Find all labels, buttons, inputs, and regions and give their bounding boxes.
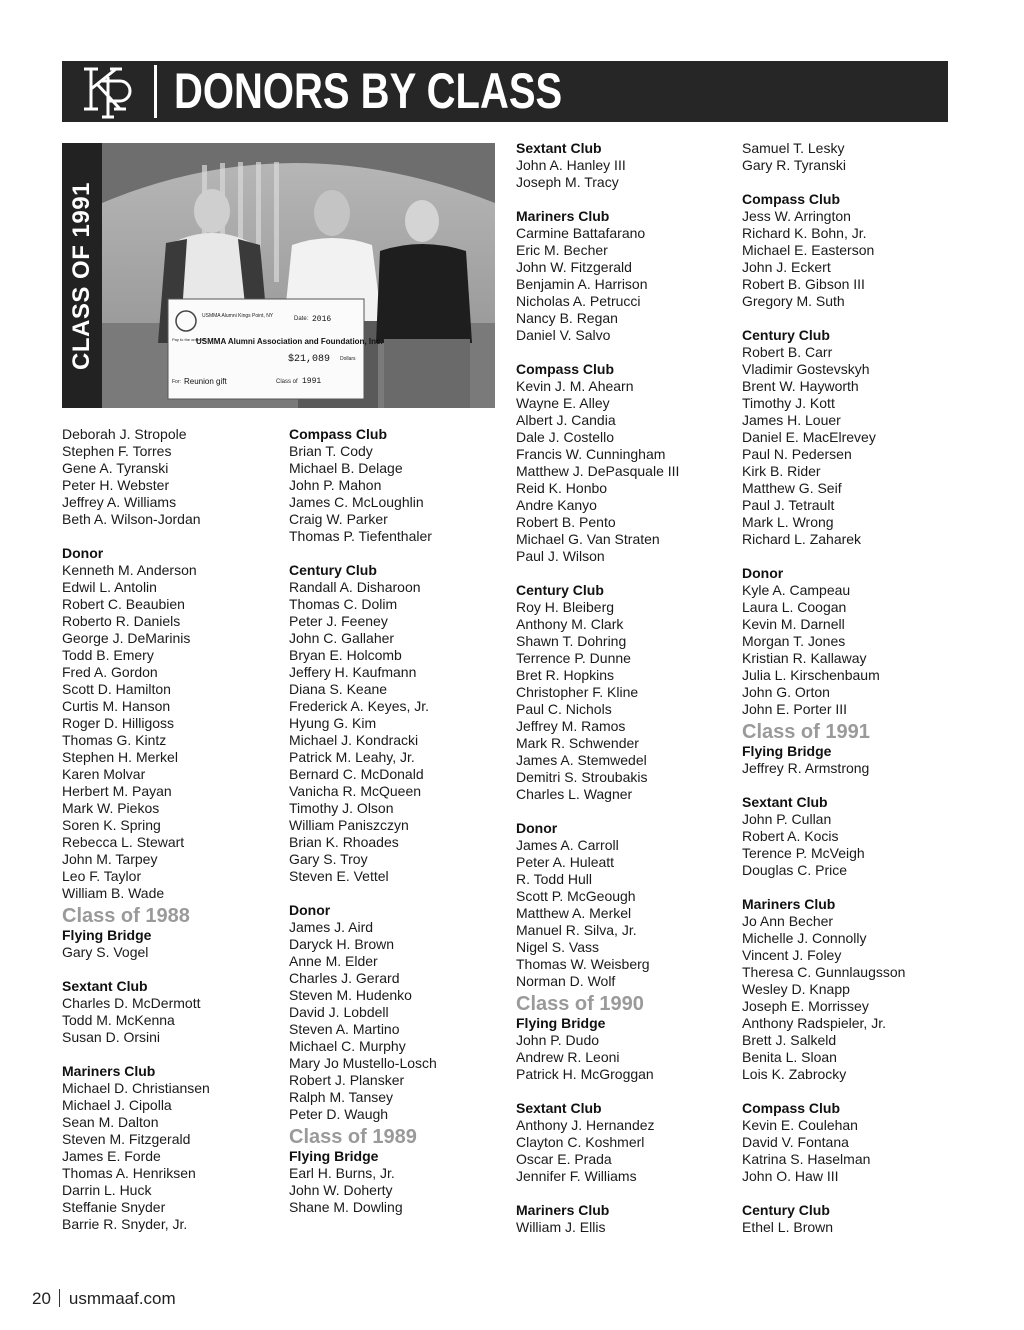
donor-name: Beth A. Wilson-Jordan <box>62 511 201 527</box>
donor-name: Joseph M. Tracy <box>516 174 619 190</box>
donor-name: John G. Orton <box>742 684 830 700</box>
donor-name: Brent W. Hayworth <box>742 378 859 394</box>
donor-name: Demitri S. Stroubakis <box>516 769 648 785</box>
donor-name: Paul J. Wilson <box>516 548 605 564</box>
donor-name: Peter J. Feeney <box>289 613 388 629</box>
donor-name: Julia L. Kirschenbaum <box>742 667 880 683</box>
giving-level-heading: Compass Club <box>289 426 388 442</box>
giving-level-heading: Mariners Club <box>62 1063 156 1079</box>
donor-name: Lois K. Zabrocky <box>742 1066 847 1082</box>
donor-name: Jo Ann Becher <box>742 913 834 929</box>
donor-name: Benita L. Sloan <box>742 1049 837 1065</box>
spacer <box>742 174 964 191</box>
class-year-heading: Class of 1988 <box>62 905 190 927</box>
donor-name: Daryck H. Brown <box>289 936 395 952</box>
donor-name: Anthony J. Hernandez <box>516 1117 655 1133</box>
donor-name: Douglas C. Price <box>742 862 848 878</box>
donor-name: Michelle J. Connolly <box>742 930 867 946</box>
donor-name: Robert C. Beaubien <box>62 596 185 612</box>
donor-name: Andre Kanyo <box>516 497 597 513</box>
donor-name: William B. Wade <box>62 885 165 901</box>
spacer <box>516 565 738 582</box>
donor-name: Thomas W. Weisberg <box>516 956 650 972</box>
spacer <box>742 548 964 565</box>
check-memo: Reunion gift <box>184 377 227 386</box>
giving-level-heading: Mariners Club <box>516 208 610 224</box>
donor-name: Matthew J. DePasquale III <box>516 463 680 479</box>
check-dollars: Dollars <box>340 356 356 362</box>
check-pay-label: Pay to the order of <box>172 337 205 342</box>
donor-name: Nicholas A. Petrucci <box>516 293 641 309</box>
donor-name: Jeffrey M. Ramos <box>516 718 626 734</box>
donor-name: Gary R. Tyranski <box>742 157 846 173</box>
donor-name: Brett J. Salkeld <box>742 1032 837 1048</box>
donor-name: Clayton C. Koshmerl <box>516 1134 645 1150</box>
class-year-heading: Class of 1990 <box>516 993 644 1015</box>
check-class-label: Class of <box>276 379 298 385</box>
donor-name: Karen Molvar <box>62 766 146 782</box>
donor-name: Leo F. Taylor <box>62 868 142 884</box>
donor-name: John P. Cullan <box>742 811 832 827</box>
donor-name: Gregory M. Suth <box>742 293 845 309</box>
header-divider <box>154 65 157 118</box>
check-for-label: For: <box>172 379 181 385</box>
donor-name: Thomas C. Dolim <box>289 596 398 612</box>
donor-name: Frederick A. Keyes, Jr. <box>289 698 430 714</box>
giving-level-heading: Sextant Club <box>62 978 148 994</box>
donor-name: Susan D. Orsini <box>62 1029 161 1045</box>
donor-column-4 <box>742 140 964 1236</box>
donor-name: Ralph M. Tansey <box>289 1089 394 1105</box>
donor-name: Gene A. Tyranski <box>62 460 169 476</box>
donor-name: Thomas G. Kintz <box>62 732 167 748</box>
giving-level-heading: Century Club <box>516 582 604 598</box>
donor-name: Joseph E. Morrissey <box>742 998 869 1014</box>
spacer <box>516 191 738 208</box>
donor-name: Daniel V. Salvo <box>516 327 611 343</box>
donor-name: Darrin L. Huck <box>62 1182 152 1198</box>
donor-name: Kevin E. Coulehan <box>742 1117 858 1133</box>
donor-name: Jeffery H. Kaufmann <box>289 664 417 680</box>
donor-name: Charles J. Gerard <box>289 970 400 986</box>
page-title: DONORS BY CLASS <box>174 63 563 119</box>
giving-level-heading: Donor <box>289 902 331 918</box>
donor-name: Fred A. Gordon <box>62 664 158 680</box>
donor-name: Diana S. Keane <box>289 681 388 697</box>
donor-name: John E. Porter III <box>742 701 848 717</box>
donor-name: James J. Aird <box>289 919 374 935</box>
check-org: USMMA Alumni Kings Point, NY <box>202 313 274 319</box>
donor-name: Scott P. McGeough <box>516 888 636 904</box>
donor-name: James A. Carroll <box>516 837 619 853</box>
donor-name: Mary Jo Mustello-Losch <box>289 1055 437 1071</box>
donor-name: Christopher F. Kline <box>516 684 639 700</box>
donor-name: Gary S. Vogel <box>62 944 149 960</box>
giving-level-heading: Flying Bridge <box>62 927 152 943</box>
donor-name: Gary S. Troy <box>289 851 368 867</box>
donor-name: Robert B. Gibson III <box>742 276 865 292</box>
donor-name: Vincent J. Foley <box>742 947 842 963</box>
donor-name: James C. McLoughlin <box>289 494 424 510</box>
donor-name: John C. Gallaher <box>289 630 395 646</box>
spacer <box>289 885 511 902</box>
donor-name: Earl H. Burns, Jr. <box>289 1165 395 1181</box>
donor-name: Paul C. Nichols <box>516 701 612 717</box>
donor-name: Richard K. Bohn, Jr. <box>742 225 867 241</box>
donor-name: David V. Fontana <box>742 1134 849 1150</box>
donor-name: James H. Louer <box>742 412 841 428</box>
class-side-label-text: CLASS OF 1991 <box>68 182 95 370</box>
donor-name: Michael B. Delage <box>289 460 403 476</box>
donor-name: Katrina S. Haselman <box>742 1151 871 1167</box>
class-side-label <box>62 143 102 408</box>
donor-name: Terrence P. Dunne <box>516 650 631 666</box>
donor-name: Brian K. Rhoades <box>289 834 399 850</box>
donor-name: Shawn T. Dohring <box>516 633 627 649</box>
donor-name: John P. Dudo <box>516 1032 600 1048</box>
donor-name: John W. Fitzgerald <box>516 259 632 275</box>
spacer <box>289 545 511 562</box>
photo-image <box>62 143 495 408</box>
donor-name: Randall A. Disharoon <box>289 579 421 595</box>
donor-name: Stephen F. Torres <box>62 443 172 459</box>
donor-name: Benjamin A. Harrison <box>516 276 648 292</box>
donor-name: Roger D. Hilligoss <box>62 715 175 731</box>
giving-level-heading: Mariners Club <box>742 896 836 912</box>
donor-name: Dale J. Costello <box>516 429 615 445</box>
spacer <box>742 310 964 327</box>
donor-name: Vanicha R. McQueen <box>289 783 422 799</box>
giving-level-heading: Century Club <box>742 327 830 343</box>
donor-name: Stephen H. Merkel <box>62 749 178 765</box>
check-amount: $21,089 <box>288 354 331 365</box>
donor-name: Robert B. Pento <box>516 514 616 530</box>
donor-name: Kirk B. Rider <box>742 463 821 479</box>
donor-name: Herbert M. Payan <box>62 783 172 799</box>
giving-level-heading: Century Club <box>289 562 377 578</box>
donor-name: Vladimir Gostevskyh <box>742 361 870 377</box>
donor-name: Roberto R. Daniels <box>62 613 181 629</box>
giving-level-heading: Sextant Club <box>742 794 828 810</box>
donor-name: Bryan E. Holcomb <box>289 647 402 663</box>
donor-name: Michael J. Kondracki <box>289 732 419 748</box>
donor-name: Steven E. Vettel <box>289 868 389 884</box>
donor-name: Francis W. Cunningham <box>516 446 666 462</box>
donor-name: Robert J. Plansker <box>289 1072 405 1088</box>
donor-name: William J. Ellis <box>516 1219 606 1235</box>
donor-name: Eric M. Becher <box>516 242 608 258</box>
giving-level-heading: Century Club <box>742 1202 830 1218</box>
check-date: 2016 <box>312 315 332 324</box>
donor-name: Michael D. Christiansen <box>62 1080 210 1096</box>
spacer <box>62 1046 284 1063</box>
class-photo <box>62 143 495 408</box>
donor-name: Nigel S. Vass <box>516 939 599 955</box>
spacer <box>516 1185 738 1202</box>
donor-name: Michael J. Cipolla <box>62 1097 172 1113</box>
donor-name: Kenneth M. Anderson <box>62 562 197 578</box>
donor-column-2 <box>289 426 511 1216</box>
spacer <box>742 1083 964 1100</box>
donor-name: Curtis M. Hanson <box>62 698 171 714</box>
donor-name: Daniel E. MacElrevey <box>742 429 876 445</box>
donor-name: Michael G. Van Straten <box>516 531 660 547</box>
kp-logo-icon <box>76 63 138 120</box>
donor-name: Kyle A. Campeau <box>742 582 851 598</box>
donor-name: Theresa C. Gunnlaugsson <box>742 964 906 980</box>
giving-level-heading: Donor <box>516 820 558 836</box>
donor-name: Nancy B. Regan <box>516 310 618 326</box>
donor-name: Jeffrey A. Williams <box>62 494 177 510</box>
donor-name: John O. Haw III <box>742 1168 839 1184</box>
donor-name: Deborah J. Stropole <box>62 426 187 442</box>
page-number: 20 <box>32 1289 51 1308</box>
donor-name: Kristian R. Kallaway <box>742 650 867 666</box>
donor-name: Todd M. McKenna <box>62 1012 175 1028</box>
donor-name: Robert B. Carr <box>742 344 833 360</box>
donor-name: Thomas P. Tiefenthaler <box>289 528 432 544</box>
donor-name: George J. DeMarinis <box>62 630 191 646</box>
donor-name: Kevin J. M. Ahearn <box>516 378 634 394</box>
donor-name: Robert A. Kocis <box>742 828 839 844</box>
donor-name: Norman D. Wolf <box>516 973 616 989</box>
donor-name: Andrew R. Leoni <box>516 1049 620 1065</box>
donor-name: Timothy J. Olson <box>289 800 394 816</box>
spacer <box>742 879 964 896</box>
donor-name: Steven M. Hudenko <box>289 987 412 1003</box>
giving-level-heading: Compass Club <box>516 361 615 377</box>
donor-name: Peter H. Webster <box>62 477 170 493</box>
donor-name: Anthony Radspieler, Jr. <box>742 1015 886 1031</box>
donor-name: Manuel R. Silva, Jr. <box>516 922 637 938</box>
giving-level-heading: Flying Bridge <box>516 1015 606 1031</box>
spacer <box>516 344 738 361</box>
donor-name: Steffanie Snyder <box>62 1199 166 1215</box>
giving-level-heading: Sextant Club <box>516 1100 602 1116</box>
giving-level-heading: Donor <box>742 565 784 581</box>
donor-name: Oscar E. Prada <box>516 1151 612 1167</box>
donor-name: Mark R. Schwender <box>516 735 639 751</box>
donor-name: Timothy J. Kott <box>742 395 835 411</box>
donor-name: James E. Forde <box>62 1148 161 1164</box>
donor-name: Jennifer F. Williams <box>516 1168 637 1184</box>
donor-column-1 <box>62 426 284 1233</box>
donor-name: Edwil L. Antolin <box>62 579 157 595</box>
donor-name: John A. Hanley III <box>516 157 626 173</box>
spacer <box>62 961 284 978</box>
donor-name: Matthew G. Seif <box>742 480 842 496</box>
donor-name: Steven A. Martino <box>289 1021 400 1037</box>
donor-name: Peter A. Huleatt <box>516 854 615 870</box>
spacer <box>62 528 284 545</box>
donor-name: Terence P. McVeigh <box>742 845 865 861</box>
donor-name: Matthew A. Merkel <box>516 905 632 921</box>
donor-name: Steven M. Fitzgerald <box>62 1131 191 1147</box>
donor-column-3 <box>516 140 738 1236</box>
donor-name: John M. Tarpey <box>62 851 158 867</box>
website-url: usmmaaf.com <box>68 1289 176 1308</box>
donor-name: R. Todd Hull <box>516 871 593 887</box>
donor-name: Paul N. Pedersen <box>742 446 852 462</box>
donor-name: Laura L. Coogan <box>742 599 847 615</box>
donor-name: Scott D. Hamilton <box>62 681 171 697</box>
donor-name: Morgan T. Jones <box>742 633 846 649</box>
donor-name: Todd B. Emery <box>62 647 154 663</box>
check-payee: USMMA Alumni Association and Foundation, Inc. <box>196 337 383 346</box>
donor-name: Craig W. Parker <box>289 511 388 527</box>
donor-name: Peter D. Waugh <box>289 1106 389 1122</box>
donor-name: Thomas A. Henriksen <box>62 1165 196 1181</box>
donor-name: Bernard C. McDonald <box>289 766 424 782</box>
page-footer <box>32 1288 176 1310</box>
donor-name: James A. Stemwedel <box>516 752 647 768</box>
donor-name: Rebecca L. Stewart <box>62 834 185 850</box>
spacer <box>742 1185 964 1202</box>
donor-name: Shane M. Dowling <box>289 1199 403 1215</box>
giving-level-heading: Mariners Club <box>516 1202 610 1218</box>
donor-name: Hyung G. Kim <box>289 715 377 731</box>
donor-name: Mark L. Wrong <box>742 514 834 530</box>
donor-name: Samuel T. Lesky <box>742 140 845 156</box>
check-date-label: Date: <box>294 316 309 322</box>
donor-name: Paul J. Tetrault <box>742 497 835 513</box>
spacer <box>742 777 964 794</box>
giving-level-heading: Compass Club <box>742 1100 841 1116</box>
spacer <box>516 1083 738 1100</box>
donor-name: Richard L. Zaharek <box>742 531 862 547</box>
giving-level-heading: Donor <box>62 545 104 561</box>
donor-name: Reid K. Honbo <box>516 480 608 496</box>
donor-name: Barrie R. Snyder, Jr. <box>62 1216 188 1232</box>
class-year-heading: Class of 1991 <box>742 721 870 743</box>
page-header <box>62 61 948 122</box>
donor-name: John P. Mahon <box>289 477 382 493</box>
donor-name: Wayne E. Alley <box>516 395 610 411</box>
giving-level-heading: Flying Bridge <box>289 1148 379 1164</box>
donor-name: Mark W. Piekos <box>62 800 160 816</box>
donor-name: Wesley D. Knapp <box>742 981 850 997</box>
donor-name: Michael C. Murphy <box>289 1038 406 1054</box>
footer-divider <box>59 1289 60 1307</box>
donor-name: John J. Eckert <box>742 259 831 275</box>
donor-name: Brian T. Cody <box>289 443 373 459</box>
donor-name: Jeffrey R. Armstrong <box>742 760 870 776</box>
reunion-check <box>168 299 383 399</box>
spacer <box>516 803 738 820</box>
donor-name: Patrick M. Leahy, Jr. <box>289 749 415 765</box>
donor-name: Soren K. Spring <box>62 817 161 833</box>
donor-name: Michael E. Easterson <box>742 242 875 258</box>
check-class-year: 1991 <box>302 377 322 386</box>
class-year-heading: Class of 1989 <box>289 1126 417 1148</box>
giving-level-heading: Flying Bridge <box>742 743 832 759</box>
donor-name: Carmine Battafarano <box>516 225 646 241</box>
donor-name: William Paniszczyn <box>289 817 409 833</box>
donor-name: Charles L. Wagner <box>516 786 633 802</box>
donor-name: Albert J. Candia <box>516 412 616 428</box>
donor-name: Sean M. Dalton <box>62 1114 159 1130</box>
donor-name: Bret R. Hopkins <box>516 667 615 683</box>
donor-name: Anne M. Elder <box>289 953 378 969</box>
donor-name: John W. Doherty <box>289 1182 393 1198</box>
giving-level-heading: Compass Club <box>742 191 841 207</box>
donor-name: Kevin M. Darnell <box>742 616 845 632</box>
donor-name: Charles D. McDermott <box>62 995 201 1011</box>
donor-name: Jess W. Arrington <box>742 208 851 224</box>
giving-level-heading: Sextant Club <box>516 140 602 156</box>
donor-name: Anthony M. Clark <box>516 616 624 632</box>
donor-name: David J. Lobdell <box>289 1004 389 1020</box>
donor-name: Ethel L. Brown <box>742 1219 834 1235</box>
donor-name: Roy H. Bleiberg <box>516 599 615 615</box>
donor-name: Patrick H. McGroggan <box>516 1066 654 1082</box>
